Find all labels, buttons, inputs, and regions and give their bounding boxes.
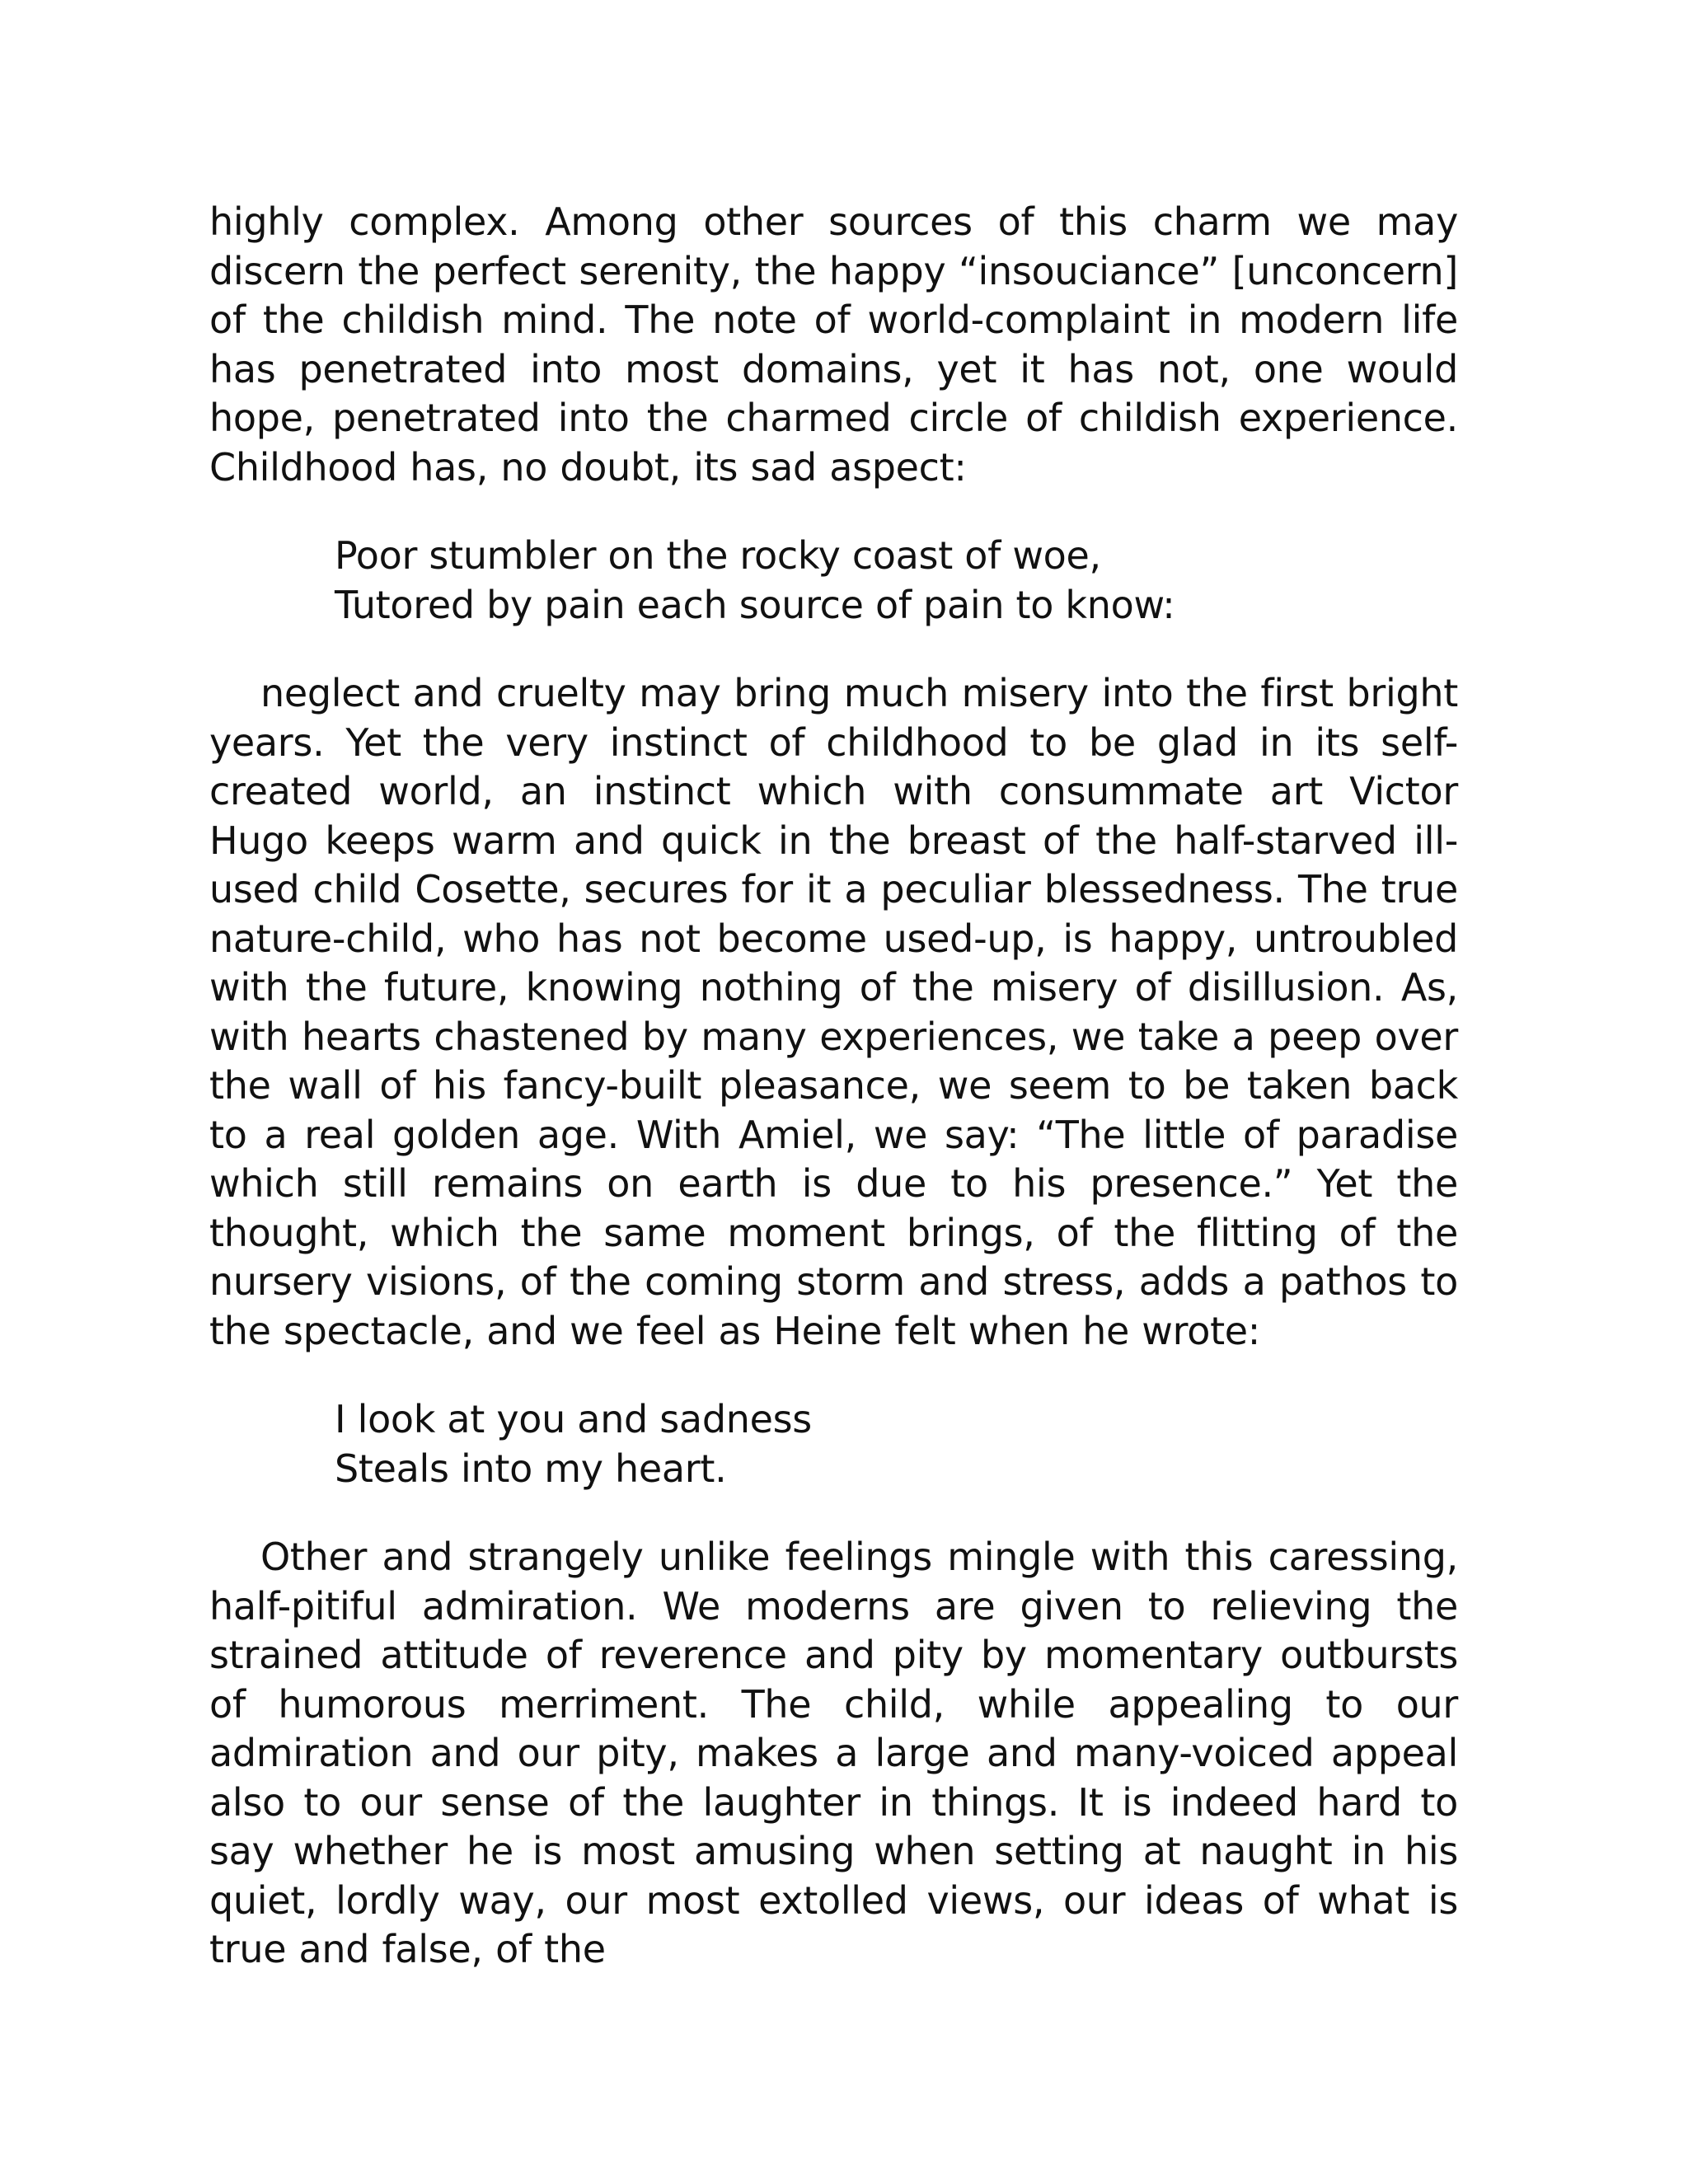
- verse-line: I look at you and sadness: [335, 1397, 812, 1441]
- paragraph-2: neglect and cruelty may bring much misery into the first bright years. Yet the very instinct of childhood to be glad in its self-created world, an instinct which with consummate art Victor Hugo keeps warm and quick in the breast of the half-starved ill-used child Cosette, secures for it a peculiar blessedness. The true nature-child, who has not become used-up, is happy, untroubled with the future, knowing nothing of the misery of disillusion. As, with hearts chastened by many experiences, we take a peep over the wall of his fancy-built pleasance, we seem to be taken back to a real golden age. With Amiel, we say: “The little of paradise which still remains on earth is due to his presence.” Yet the thought, which the same moment brings, of the flitting of the nursery visions, of the coming storm and stress, adds a pathos to the spectacle, and we feel as Heine felt when he wrote:: [209, 671, 1458, 1353]
- verse-line: Steals into my heart.: [335, 1446, 727, 1491]
- verse-quote-1: [209, 532, 1458, 630]
- paragraph-3: Other and strangely unlike feelings mingle with this caressing, half-pitiful admiration. We moderns are given to relieving the strained attitude of reverence and pity by momentary outbursts of humorous merriment. The child, while appealing to our admiration and our pity, makes a large and many-voiced appeal also to our sense of the laughter in things. It is indeed hard to say whether he is most amusing when setting at naught in his quiet, lordly way, our most extolled views, our ideas of what is true and false, of the: [209, 1535, 1458, 1971]
- spacer: [209, 1356, 1458, 1395]
- paragraph-1: highly complex. Among other sources of this charm we may discern the perfect serenity, the happy “insouciance” [unconcern] of the childish mind. The note of world-complaint in modern life has penetrated into most domains, yet it has not, one would hope, penetrated into the charmed circle of childish experience. Childhood has, no doubt, its sad aspect:: [209, 199, 1458, 490]
- verse-quote-2: [209, 1395, 1458, 1493]
- verse-line: Tutored by pain each source of pain to know:: [335, 582, 1175, 627]
- spacer: [209, 630, 1458, 669]
- spacer: [209, 492, 1458, 532]
- spacer: [209, 1493, 1458, 1533]
- page-body: [209, 198, 1458, 1975]
- verse-line: Poor stumbler on the rocky coast of woe,: [335, 533, 1101, 578]
